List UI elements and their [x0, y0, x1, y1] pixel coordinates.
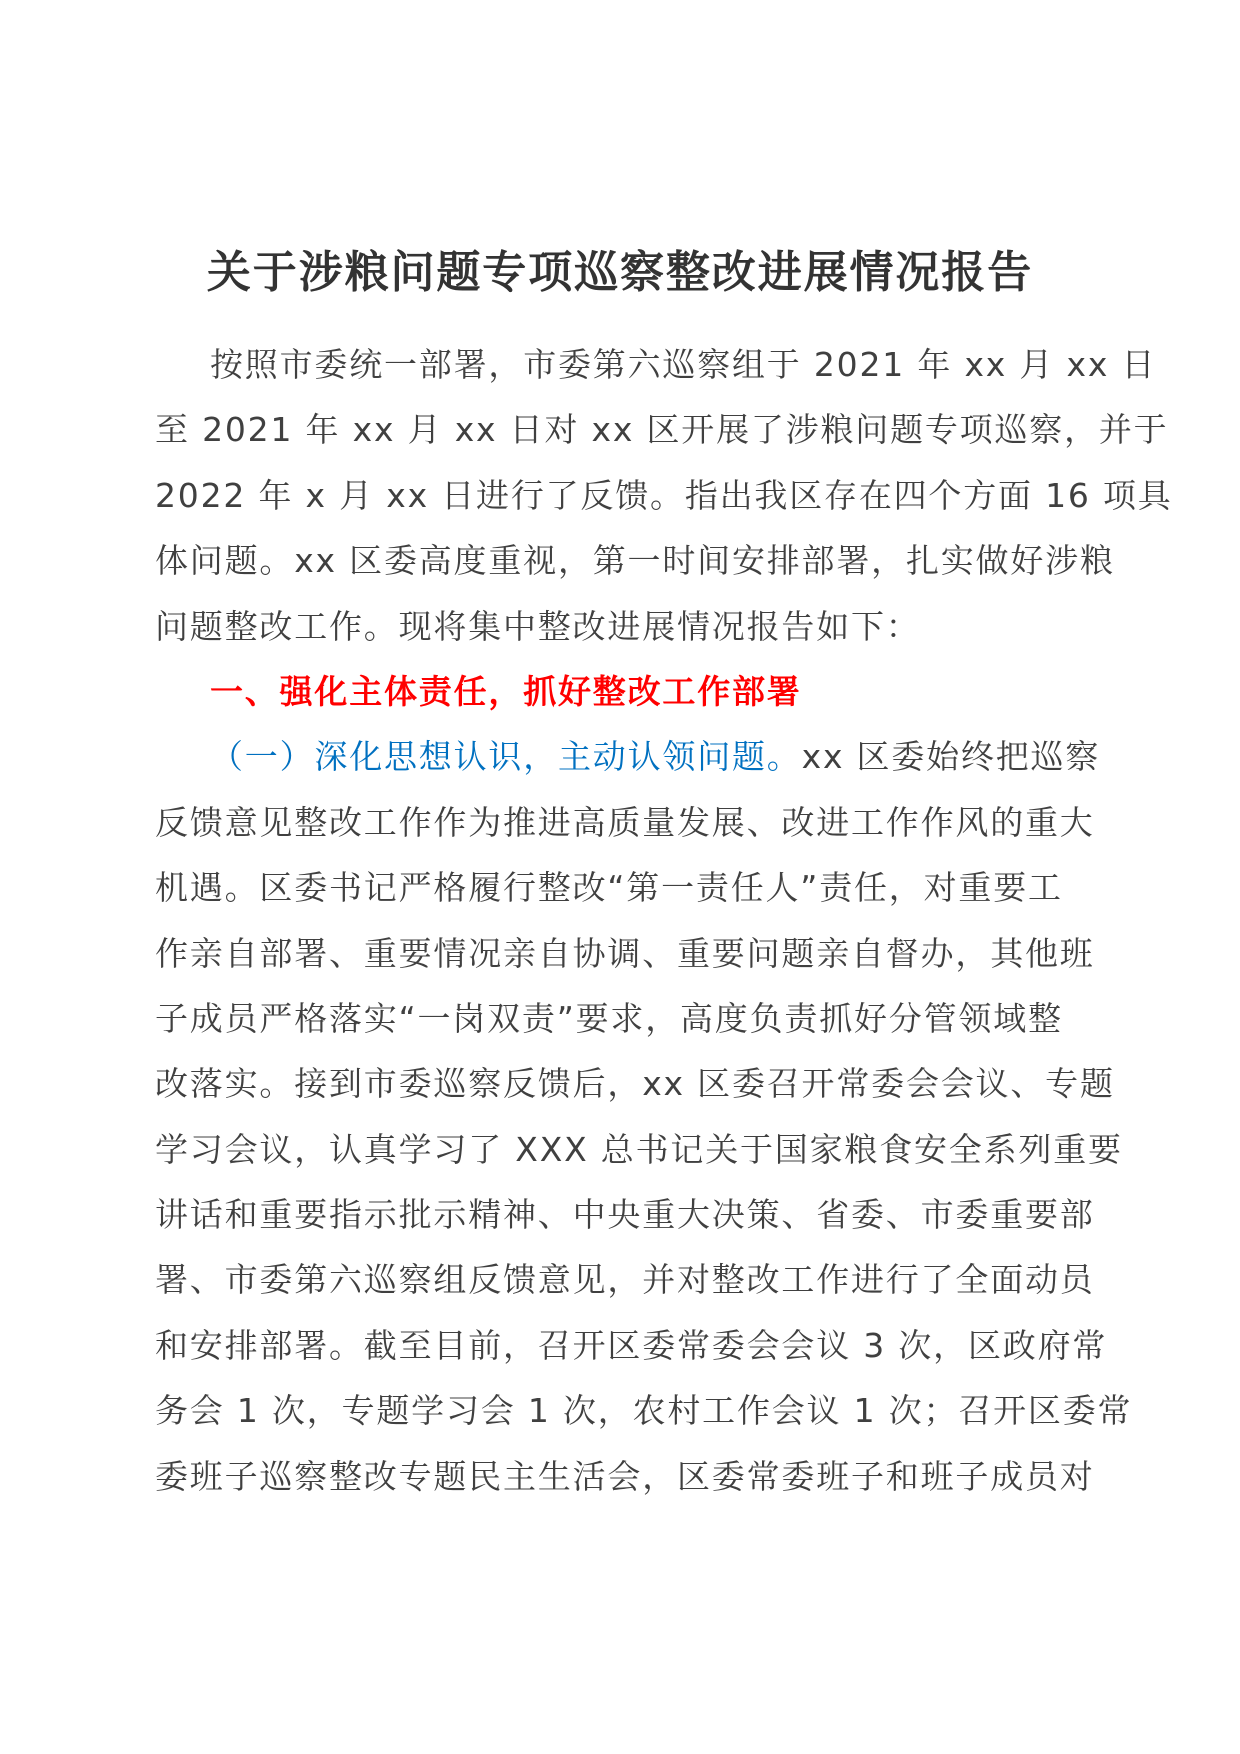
paragraph-line: 作亲自部署、重要情况亲自协调、重要问题亲自督办，其他班	[155, 933, 1095, 973]
paragraph-line: 问题整改工作。现将集中整改进展情况报告如下：	[155, 606, 921, 646]
paragraph-line: 至 2021 年 xx 月 xx 日对 xx 区开展了涉粮问题专项巡察，并于	[155, 410, 1169, 450]
paragraph-line: 改落实。接到市委巡察反馈后，xx 区委召开常委会会议、专题	[155, 1064, 1115, 1104]
paragraph-text: xx 区委始终把巡察	[801, 737, 1101, 777]
paragraph-line: 讲话和重要指示批示精神、中央重大决策、省委、市委重要部	[155, 1195, 1095, 1235]
paragraph-line: 按照市委统一部署，市委第六巡察组于 2021 年 xx 月 xx 日	[210, 345, 1157, 384]
paragraph-line: 体问题。xx 区委高度重视，第一时间安排部署，扎实做好涉粮	[155, 541, 1115, 581]
paragraph-line: 反馈意见整改工作作为推进高质量发展、改进工作作风的重大	[155, 802, 1095, 842]
section-heading: 一、强化主体责任，抓好整改工作部署	[210, 671, 802, 711]
subsection-paragraph	[155, 724, 1195, 1509]
paragraph-line: 学习会议，认真学习了 XXX 总书记关于国家粮食安全系列重要	[155, 1129, 1123, 1169]
document-title: 关于涉粮问题专项巡察整改进展情况报告	[206, 247, 1034, 298]
paragraph-line: 署、市委第六巡察组反馈意见，并对整改工作进行了全面动员	[155, 1260, 1095, 1300]
document-body	[155, 332, 1195, 1509]
paragraph-line: 务会 1 次，专题学习会 1 次，农村工作会议 1 次；召开区委常	[155, 1391, 1133, 1431]
paragraph-line: 委班子巡察整改专题民主生活会，区委常委班子和班子成员对	[155, 1456, 1095, 1496]
paragraph-line: 子成员严格落实“一岗双责”要求，高度负责抓好分管领域整	[155, 998, 1063, 1038]
paragraph-line: 机遇。区委书记严格履行整改“第一责任人”责任，对重要工	[155, 868, 1063, 908]
subsection-heading: （一）深化思想认识，主动认领问题。	[210, 737, 802, 777]
paragraph-line: 和安排部署。截至目前，召开区委常委会会议 3 次，区政府常	[155, 1325, 1108, 1365]
paragraph-line	[155, 724, 1195, 789]
intro-paragraph	[155, 332, 1195, 659]
paragraph-line: 2022 年 x 月 xx 日进行了反馈。指出我区存在四个方面 16 项具	[155, 475, 1173, 515]
